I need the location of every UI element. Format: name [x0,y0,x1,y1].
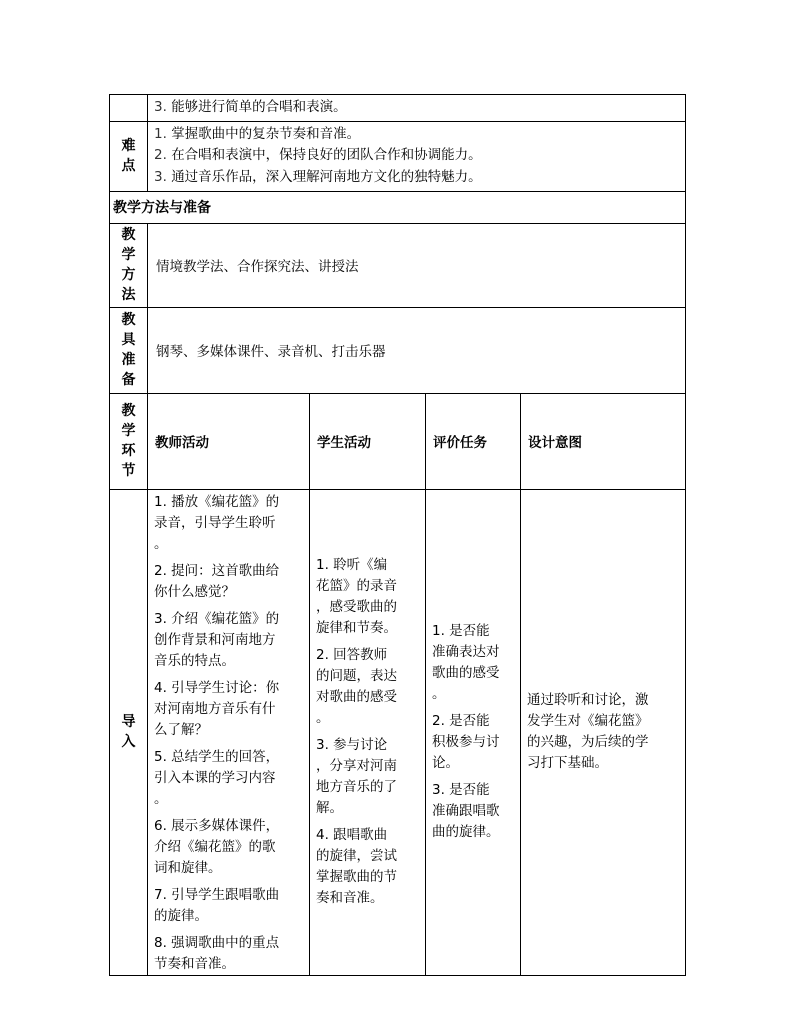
student-activity-item: 1. 聆听《编 花篮》的录音 ，感受歌曲的 旋律和节奏。 [316,557,397,636]
design-intent-line: 发学生对《编花篮》 [527,713,649,729]
evaluation-item: 3. 是否能 准确跟唱歌 曲的旋律。 [432,782,500,840]
methods-label [110,223,148,307]
methods-row [110,223,686,307]
label-char: 准 [121,352,136,368]
intro-label [110,489,148,975]
difficulty-item [154,167,679,189]
label-char: 教 [121,403,136,419]
design-intent-line: 习打下基础。 [527,755,608,771]
item-text: 在合唱和表演中，保持良好的团队合作和协调能力。 [171,147,482,164]
objective-item [154,97,679,119]
column-header-intent: 设计意图 [521,393,686,489]
objectives-items-cell [148,95,686,122]
objectives-label-cell [110,95,148,122]
lesson-plan-table [109,94,686,976]
label-char: 节 [121,463,136,479]
item-text: 掌握歌曲中的复杂节奏和音准。 [171,125,361,142]
difficulties-label [110,121,148,191]
teacher-activity-cell [148,489,310,975]
teacher-activity-item: 8. 强调歌曲中的重点 节奏和音准。 [154,934,280,972]
process-label [110,393,148,489]
label-char: 备 [121,372,136,388]
tools-value: 钢琴、多媒体课件、录音机、打击乐器 [148,307,686,393]
item-text: 通过音乐作品，深入理解河南地方文化的独特魅力。 [171,168,482,185]
design-intent-cell [521,489,686,975]
teacher-activity-item: 2. 提问：这首歌曲给 你什么感觉？ [154,562,280,600]
label-char: 教 [121,312,136,328]
student-activity-item: 2. 回答教师 的问题，表达 对歌曲的感受 。 [316,647,397,726]
intro-row [110,489,686,975]
item-text: 能够进行简单的合唱和表演。 [171,99,347,115]
label-char: 导 [121,714,136,730]
item-number: 3. [154,99,167,115]
label-char: 点 [121,158,136,174]
methods-section-title-row [110,191,686,223]
tools-row [110,307,686,393]
label-char: 学 [121,247,136,263]
difficulty-item [154,145,679,167]
student-activity-cell [310,489,426,975]
difficulty-item [154,124,679,146]
teacher-activity-item: 3. 介绍《编花篮》的 创作背景和河南地方 音乐的特点。 [154,610,280,669]
label-char: 具 [121,332,136,348]
column-header-evaluation: 评价任务 [426,393,521,489]
label-char: 法 [121,287,136,303]
label-char: 环 [121,443,136,459]
label-char: 学 [121,423,136,439]
teacher-activity-item: 7. 引导学生跟唱歌曲 的旋律。 [154,886,280,924]
teacher-activity-item: 5. 总结学生的回答， 引入本课的学习内容 。 [154,748,280,807]
teacher-activity-item: 1. 播放《编花篮》的 录音，引导学生聆听 。 [154,493,280,552]
label-char: 教 [121,227,136,243]
item-number: 2. [154,147,167,164]
column-header-student: 学生活动 [310,393,426,489]
label-char: 入 [121,734,136,750]
difficulties-items-cell [148,121,686,191]
teacher-activity-item: 4. 引导学生讨论：你 对河南地方音乐有什 么了解？ [154,679,280,738]
evaluation-item: 1. 是否能 准确表达对 歌曲的感受 。 [432,623,500,702]
item-number: 1. [154,125,167,142]
teacher-activity-item: 6. 展示多媒体课件， 介绍《编花篮》的歌 词和旋律。 [154,817,280,876]
student-activity-item: 3. 参与讨论 ，分享对河南 地方音乐的了 解。 [316,737,397,816]
design-intent-line: 通过聆听和讨论，激 [527,692,649,708]
column-header-teacher: 教师活动 [148,393,310,489]
evaluation-cell [426,489,521,975]
methods-value: 情境教学法、合作探究法、讲授法 [148,223,686,307]
item-number: 3. [154,168,167,185]
difficulties-row [110,121,686,191]
section-title: 教学方法与准备 [110,191,686,223]
student-activity-item: 4. 跟唱歌曲 的旋律，尝试 掌握歌曲的节 奏和音准。 [316,827,397,906]
process-header-row [110,393,686,489]
design-intent-line: 的兴趣，为后续的学 [527,734,649,750]
evaluation-item: 2. 是否能 积极参与讨 论。 [432,713,500,771]
objectives-row [110,95,686,122]
label-char: 难 [121,138,136,154]
tools-label [110,307,148,393]
label-char: 方 [121,267,136,283]
